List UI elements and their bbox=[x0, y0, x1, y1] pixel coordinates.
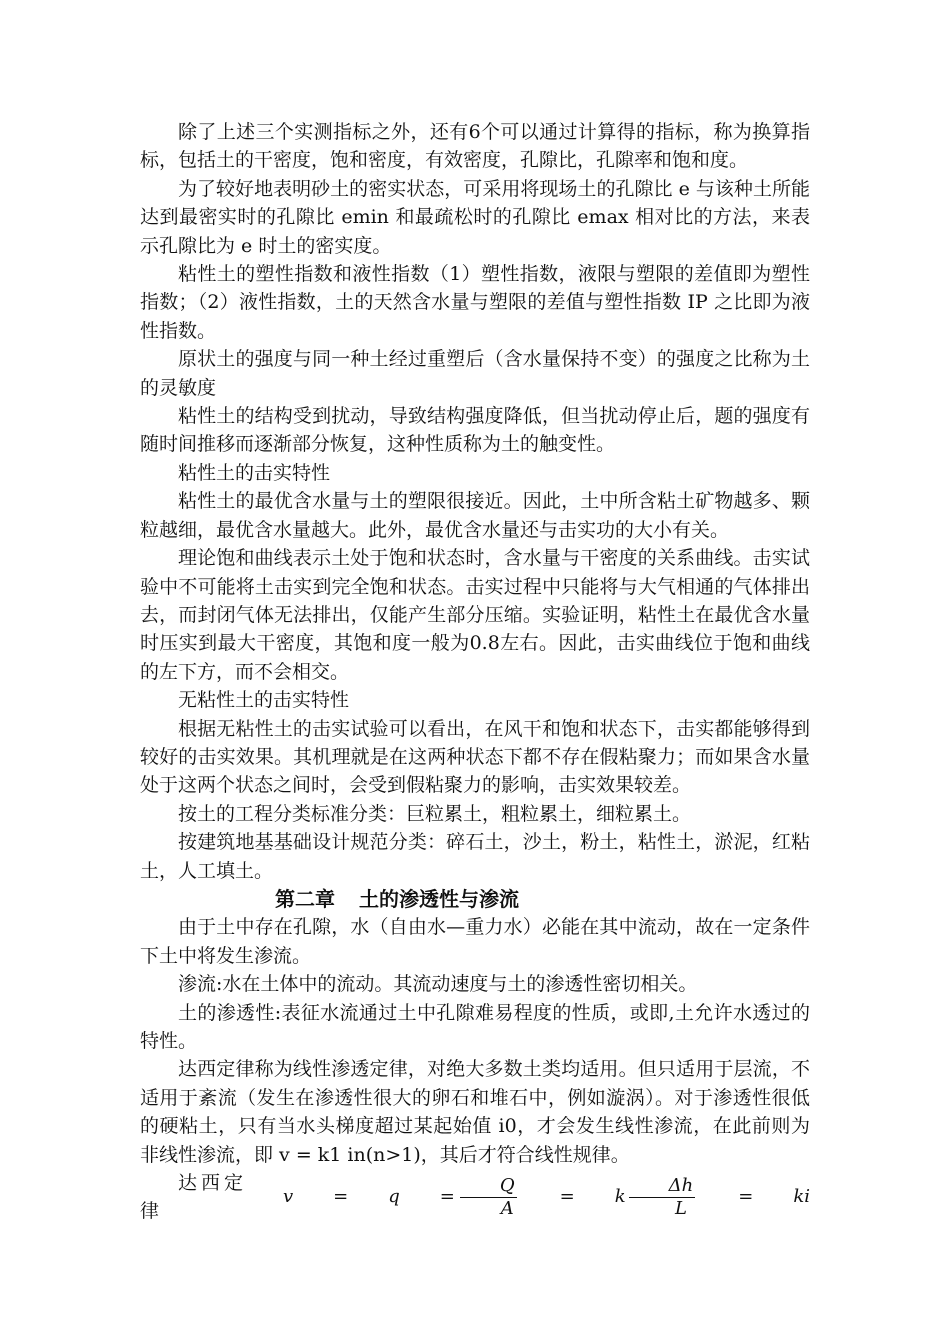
paragraph-10: 根据无粘性土的击实试验可以看出，在风干和饱和状态下，击实都能够得到较好的击实效果。其机理就是在这两种状态下都不存在假粘聚力；而如果含水量处于这两个状态之间时，会受到假粘聚力的影响，击实效果较差。 bbox=[140, 717, 810, 797]
paragraph-7: 粘性土的最优含水量与土的塑限很接近。因此，土中所含粘土矿物越多、颗粒越细，最优含水量越大。此外，最优含水量还与击实功的大小有关。 bbox=[140, 490, 810, 541]
paragraph-12: 按建筑地基基础设计规范分类：碎石土，沙土，粉土，粘性土，淤泥，红粘土，人工填土。 bbox=[140, 831, 810, 882]
paragraph-14: 渗流:水在土体中的流动。其流动速度与土的渗透性密切相关。 bbox=[178, 973, 698, 996]
chapter-title: 土的渗透性与渗流 bbox=[359, 886, 519, 911]
fraction-Q-over-A: $\frac{Q}{A}$ bbox=[460, 1175, 517, 1220]
document-page bbox=[140, 118, 810, 1225]
formula-q: q bbox=[388, 1185, 400, 1207]
paragraph-1: 除了上述三个实测指标之外，还有6个可以通过计算得的指标，称为换算指标，包括土的干密度，饱和密度，有效密度，孔隙比，孔隙率和饱和度。 bbox=[140, 121, 810, 172]
fraction-dh-over-L: $\frac{\Delta h}{L}$ bbox=[629, 1175, 696, 1220]
paragraph-11: 按土的工程分类标准分类：巨粒累土，粗粒累土，细粒累土。 bbox=[178, 802, 692, 825]
formula-v: v bbox=[282, 1185, 294, 1207]
paragraph-16: 达西定律称为线性渗透定律，对绝大多数土类均适用。但只适用于层流，不适用于紊流（发生在渗透性很大的卵石和堆石中，例如漩涡）。对于渗透性很低的硬粘土，只有当水头梯度超过某起始值 i0，才会发生线性渗流，在此前则为非线性渗流，即 v = k1 in(n>1)，其后才符合线性规律。 bbox=[140, 1058, 810, 1166]
chapter-number: 第二章 bbox=[275, 886, 335, 911]
darcy-formula bbox=[140, 1169, 810, 1225]
formula-k: k bbox=[614, 1185, 626, 1207]
subheading-noncohesive-compaction: 无粘性土的击实特性 bbox=[178, 689, 350, 712]
paragraph-3: 粘性土的塑性指数和液性指数（1）塑性指数，液限与塑限的差值即为塑性指数；（2）液性指数，土的天然含水量与塑限的差值与塑性指数 IP 之比即为液性指数。 bbox=[140, 263, 810, 342]
formula-lead: 达西定律 bbox=[140, 1171, 243, 1223]
paragraph-15: 土的渗透性:表征水流通过土中孔隙难易程度的性质，或即,土允许水透过的特性。 bbox=[140, 1001, 810, 1052]
formula-math: v = q = $\frac{Q}{A}$ = k $\frac{\Delta h}{L}$ = ki bbox=[245, 1175, 810, 1220]
paragraph-5: 粘性土的结构受到扰动，导致结构强度降低，但当扰动停止后，题的强度有随时间推移而逐渐部分恢复，这种性质称为土的触变性。 bbox=[140, 405, 810, 456]
paragraph-13: 由于土中存在孔隙，水（自由水—重力水）必能在其中流动，故在一定条件下土中将发生渗流。 bbox=[140, 916, 810, 967]
subheading-cohesive-compaction: 粘性土的击实特性 bbox=[178, 461, 331, 484]
paragraph-4: 原状土的强度与同一种土经过重塑后（含水量保持不变）的强度之比称为土的灵敏度 bbox=[140, 348, 810, 399]
paragraph-8: 理论饱和曲线表示土处于饱和状态时，含水量与干密度的关系曲线。击实试验中不可能将土击实到完全饱和状态。击实过程中只能将与大气相通的气体排出去，而封闭气体无法排出，仅能产生部分压缩。实验证明，粘性土在最优含水量时压实到最大干密度，其饱和度一般为0.8左右。因此，击实曲线位于饱和曲线的左下方，而不会相交。 bbox=[140, 547, 810, 683]
paragraph-2: 为了较好地表明砂土的密实状态，可采用将现场土的孔隙比 e 与该种土所能达到最密实时的孔隙比 emin 和最疏松时的孔隙比 emax 相对比的方法，来表示孔隙比为 e 时土的密实度。 bbox=[140, 177, 810, 257]
chapter-heading bbox=[140, 885, 810, 913]
formula-ki: ki bbox=[793, 1185, 810, 1207]
